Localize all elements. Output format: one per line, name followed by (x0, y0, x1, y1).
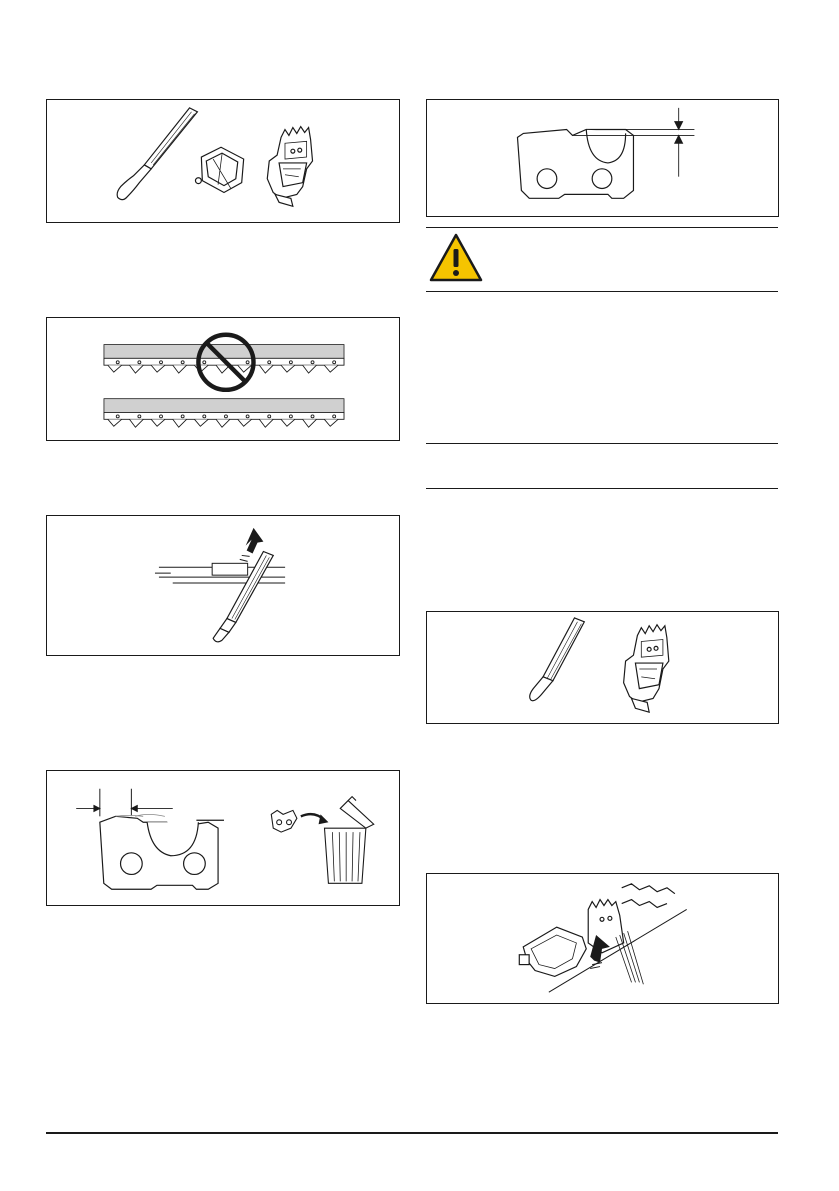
chain-comparison-icon (47, 318, 399, 440)
note-top-rule (426, 443, 778, 444)
flat-file-tool-icon (427, 612, 778, 723)
warning-block (426, 232, 496, 284)
illustration-sharpening-tools (46, 99, 400, 223)
cutter-length-icon (47, 771, 399, 905)
illustration-file-stroke (46, 515, 400, 656)
note-bottom-rule (426, 488, 778, 489)
illustration-depth-gauge-setting (426, 99, 779, 217)
depth-gauge-setting-icon (427, 100, 778, 216)
footer-rule (46, 1132, 778, 1134)
file-and-gauges-icon (47, 100, 399, 222)
illustration-depth-gauge-filing (426, 873, 779, 1004)
depth-gauge-filing-icon (427, 874, 778, 1003)
illustration-flat-file-tools (426, 611, 779, 724)
illustration-chain-comparison (46, 317, 400, 441)
warning-triangle-icon (426, 232, 496, 284)
warning-top-rule (426, 227, 778, 228)
warning-bottom-rule (426, 291, 778, 292)
file-stroke-icon (47, 516, 399, 655)
illustration-cutter-minimum-length (46, 770, 400, 906)
